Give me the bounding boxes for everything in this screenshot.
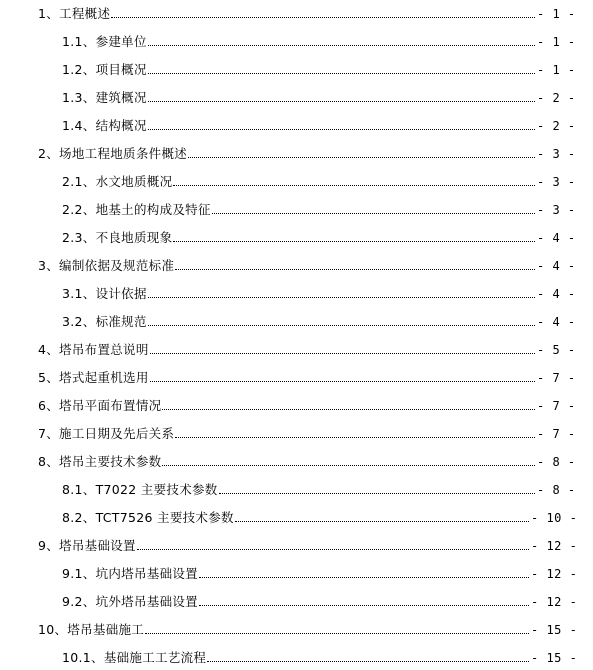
dot-leader: [162, 408, 535, 410]
toc-entry-title: 9.2、坑外塔吊基础设置: [62, 594, 198, 609]
toc-entry-title: 1.1、参建单位: [62, 34, 147, 49]
toc-entry-page: - 3 -: [537, 203, 576, 217]
toc-entry-title: 2.1、水文地质概况: [62, 174, 173, 189]
dot-leader: [148, 296, 535, 298]
toc-entry-title: 1.4、结构概况: [62, 118, 147, 133]
toc-entry[interactable]: [0, 562, 593, 582]
dot-leader: [173, 240, 535, 242]
toc-entry-title: 8.2、TCT7526 主要技术参数: [62, 510, 234, 525]
toc-entry-title: 6、塔吊平面布置情况: [38, 398, 162, 413]
toc-entry[interactable]: [0, 366, 593, 386]
toc-entry-page: - 12 -: [531, 595, 578, 609]
toc-entry[interactable]: [0, 142, 593, 162]
toc-entry[interactable]: [0, 646, 593, 666]
toc-entry-page: - 4 -: [537, 259, 576, 273]
toc-entry[interactable]: [0, 338, 593, 358]
toc-entry-title: 2、场地工程地质条件概述: [38, 146, 188, 161]
toc-entry-page: - 15 -: [531, 623, 578, 637]
toc-entry-page: - 12 -: [531, 567, 578, 581]
toc-entry[interactable]: [0, 394, 593, 414]
toc-entry[interactable]: [0, 590, 593, 610]
dot-leader: [175, 436, 535, 438]
toc-entry-title: 1、工程概述: [38, 6, 111, 21]
toc-entry-title: 3.1、设计依据: [62, 286, 147, 301]
toc-entry-page: - 10 -: [531, 511, 578, 525]
toc-entry-title: 1.2、项目概况: [62, 62, 147, 77]
toc-entry[interactable]: [0, 86, 593, 106]
toc-entry[interactable]: [0, 170, 593, 190]
toc-entry-page: - 2 -: [537, 119, 576, 133]
toc-entry-title: 3.2、标准规范: [62, 314, 147, 329]
toc-entry-page: - 1 -: [537, 35, 576, 49]
toc-entry-page: - 7 -: [537, 399, 576, 413]
toc-entry[interactable]: [0, 282, 593, 302]
toc-entry[interactable]: [0, 310, 593, 330]
dot-leader: [111, 16, 535, 18]
dot-leader: [235, 520, 529, 522]
toc-entry-page: - 7 -: [537, 427, 576, 441]
dot-leader: [137, 548, 529, 550]
toc-entry-title: 9.1、坑内塔吊基础设置: [62, 566, 198, 581]
toc-entry-page: - 8 -: [537, 455, 576, 469]
toc-entry-title: 1.3、建筑概况: [62, 90, 147, 105]
dot-leader: [148, 100, 535, 102]
dot-leader: [175, 268, 535, 270]
dot-leader: [188, 156, 535, 158]
dot-leader: [148, 324, 535, 326]
toc-entry-page: - 3 -: [537, 147, 576, 161]
toc-entry-page: - 4 -: [537, 231, 576, 245]
toc-entry-page: - 5 -: [537, 343, 576, 357]
toc-entry[interactable]: [0, 58, 593, 78]
toc-entry-title: 10、塔吊基础施工: [38, 622, 145, 637]
dot-leader: [145, 632, 529, 634]
dot-leader: [148, 44, 535, 46]
toc-entry-page: - 8 -: [537, 483, 576, 497]
toc-entry-title: 7、施工日期及先后关系: [38, 426, 175, 441]
dot-leader: [173, 184, 535, 186]
dot-leader: [219, 492, 535, 494]
toc-entry-page: - 2 -: [537, 91, 576, 105]
toc-entry-title: 2.2、地基土的构成及特征: [62, 202, 211, 217]
dot-leader: [150, 352, 535, 354]
toc-entry-title: 9、塔吊基础设置: [38, 538, 136, 553]
toc-entry-page: - 4 -: [537, 287, 576, 301]
toc-entry[interactable]: [0, 2, 593, 22]
toc-entry[interactable]: [0, 506, 593, 526]
toc-entry[interactable]: [0, 114, 593, 134]
toc-entry[interactable]: [0, 30, 593, 50]
toc-entry-page: - 15 -: [531, 651, 578, 665]
toc-entry[interactable]: [0, 478, 593, 498]
toc-entry[interactable]: [0, 254, 593, 274]
toc-entry[interactable]: [0, 618, 593, 638]
dot-leader: [162, 464, 535, 466]
dot-leader: [199, 576, 529, 578]
toc-entry[interactable]: [0, 450, 593, 470]
toc-entry-title: 10.1、基础施工工艺流程: [62, 650, 207, 665]
toc-entry-page: - 7 -: [537, 371, 576, 385]
dot-leader: [199, 604, 529, 606]
toc-entry-title: 8.1、T7022 主要技术参数: [62, 482, 218, 497]
toc-entry-page: - 4 -: [537, 315, 576, 329]
dot-leader: [207, 660, 529, 662]
toc-entry-title: 5、塔式起重机选用: [38, 370, 149, 385]
dot-leader: [148, 72, 535, 74]
toc-entry-page: - 3 -: [537, 175, 576, 189]
toc-entry-page: - 12 -: [531, 539, 578, 553]
toc-entry[interactable]: [0, 198, 593, 218]
dot-leader: [212, 212, 535, 214]
dot-leader: [150, 380, 535, 382]
toc-entry-page: - 1 -: [537, 63, 576, 77]
toc-entry-title: 3、编制依据及规范标准: [38, 258, 175, 273]
toc-entry[interactable]: [0, 534, 593, 554]
toc-entry-title: 4、塔吊布置总说明: [38, 342, 149, 357]
toc-entry-page: - 1 -: [537, 7, 576, 21]
toc-entry-title: 2.3、不良地质现象: [62, 230, 173, 245]
toc-entry[interactable]: [0, 422, 593, 442]
toc-entry-title: 8、塔吊主要技术参数: [38, 454, 162, 469]
dot-leader: [148, 128, 535, 130]
toc-entry[interactable]: [0, 226, 593, 246]
